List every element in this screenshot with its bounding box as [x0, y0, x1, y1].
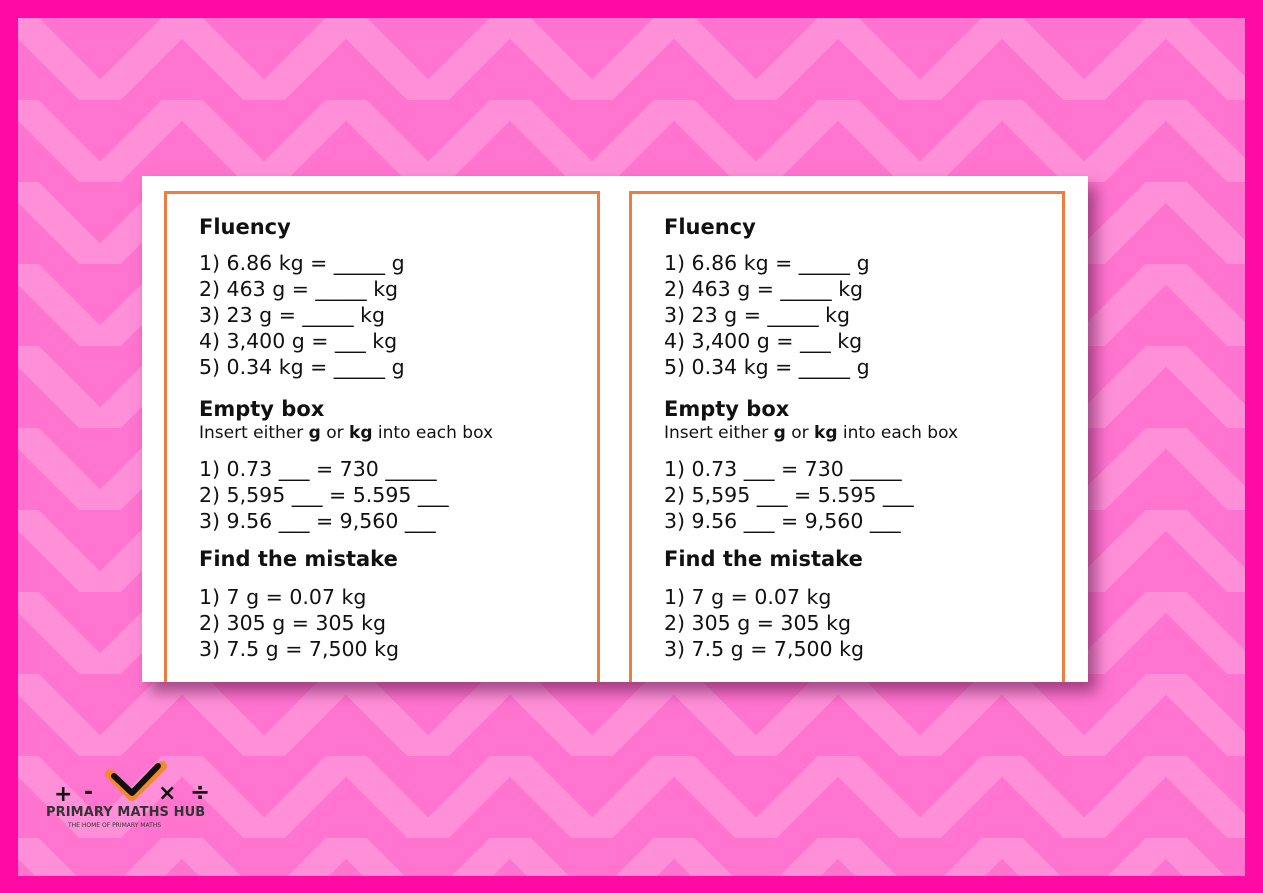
- fluency-heading: Fluency: [664, 215, 756, 239]
- empty-box-question: 1) 0.73 ___ = 730 _____: [664, 457, 902, 481]
- worksheet-card-left: [164, 191, 600, 682]
- empty-box-heading: Empty box: [664, 397, 790, 421]
- find-mistake-question: 1) 7 g = 0.07 kg: [664, 585, 832, 609]
- primary-maths-hub-logo: [44, 752, 224, 832]
- empty-box-question: 3) 9.56 ___ = 9,560 ___: [199, 509, 436, 533]
- empty-box-instruction: Insert either g or kg into each box: [199, 423, 494, 443]
- fluency-question: 5) 0.34 kg = _____ g: [199, 355, 405, 379]
- logo-title: PRIMARY MATHS HUB: [46, 805, 206, 820]
- empty-box-question: 2) 5,595 ___ = 5.595 ___: [664, 483, 914, 507]
- card-content: [664, 214, 958, 662]
- fluency-question: 2) 463 g = _____ kg: [199, 277, 399, 301]
- empty-box-question: 1) 0.73 ___ = 730 _____: [199, 457, 437, 481]
- fluency-question: 2) 463 g = _____ kg: [664, 277, 864, 301]
- find-mistake-heading: Find the mistake: [199, 547, 398, 571]
- card-content: [199, 214, 493, 662]
- worksheet-card-right: [629, 191, 1065, 682]
- fluency-question: 1) 6.86 kg = _____ g: [664, 251, 870, 275]
- fluency-question: 3) 23 g = _____ kg: [664, 303, 851, 327]
- plus-icon: +: [54, 782, 73, 804]
- minus-icon: -: [84, 780, 94, 804]
- empty-box-question: 2) 5,595 ___ = 5.595 ___: [199, 483, 449, 507]
- find-mistake-question: 3) 7.5 g = 7,500 kg: [664, 637, 864, 661]
- fluency-question: 5) 0.34 kg = _____ g: [664, 355, 870, 379]
- fluency-question: 4) 3,400 g = ___ kg: [664, 329, 863, 353]
- empty-box-question: 3) 9.56 ___ = 9,560 ___: [664, 509, 901, 533]
- fluency-question: 4) 3,400 g = ___ kg: [199, 329, 398, 353]
- fluency-question: 1) 6.86 kg = _____ g: [199, 251, 405, 275]
- find-mistake-question: 3) 7.5 g = 7,500 kg: [199, 637, 399, 661]
- find-mistake-question: 2) 305 g = 305 kg: [664, 611, 851, 635]
- logo-tagline: THE HOME OF PRIMARY MATHS: [68, 822, 162, 829]
- find-mistake-heading: Find the mistake: [664, 547, 863, 571]
- find-mistake-question: 2) 305 g = 305 kg: [199, 611, 386, 635]
- logo-symbols: [44, 752, 224, 804]
- empty-box-heading: Empty box: [199, 397, 325, 421]
- fluency-question: 3) 23 g = _____ kg: [199, 303, 386, 327]
- worksheet: [142, 176, 1088, 682]
- divide-icon: ÷: [190, 778, 211, 804]
- fluency-heading: Fluency: [199, 215, 291, 239]
- find-mistake-question: 1) 7 g = 0.07 kg: [199, 585, 367, 609]
- times-icon: ×: [158, 781, 177, 804]
- checkmark-icon: [110, 766, 162, 796]
- empty-box-instruction: Insert either g or kg into each box: [664, 423, 959, 443]
